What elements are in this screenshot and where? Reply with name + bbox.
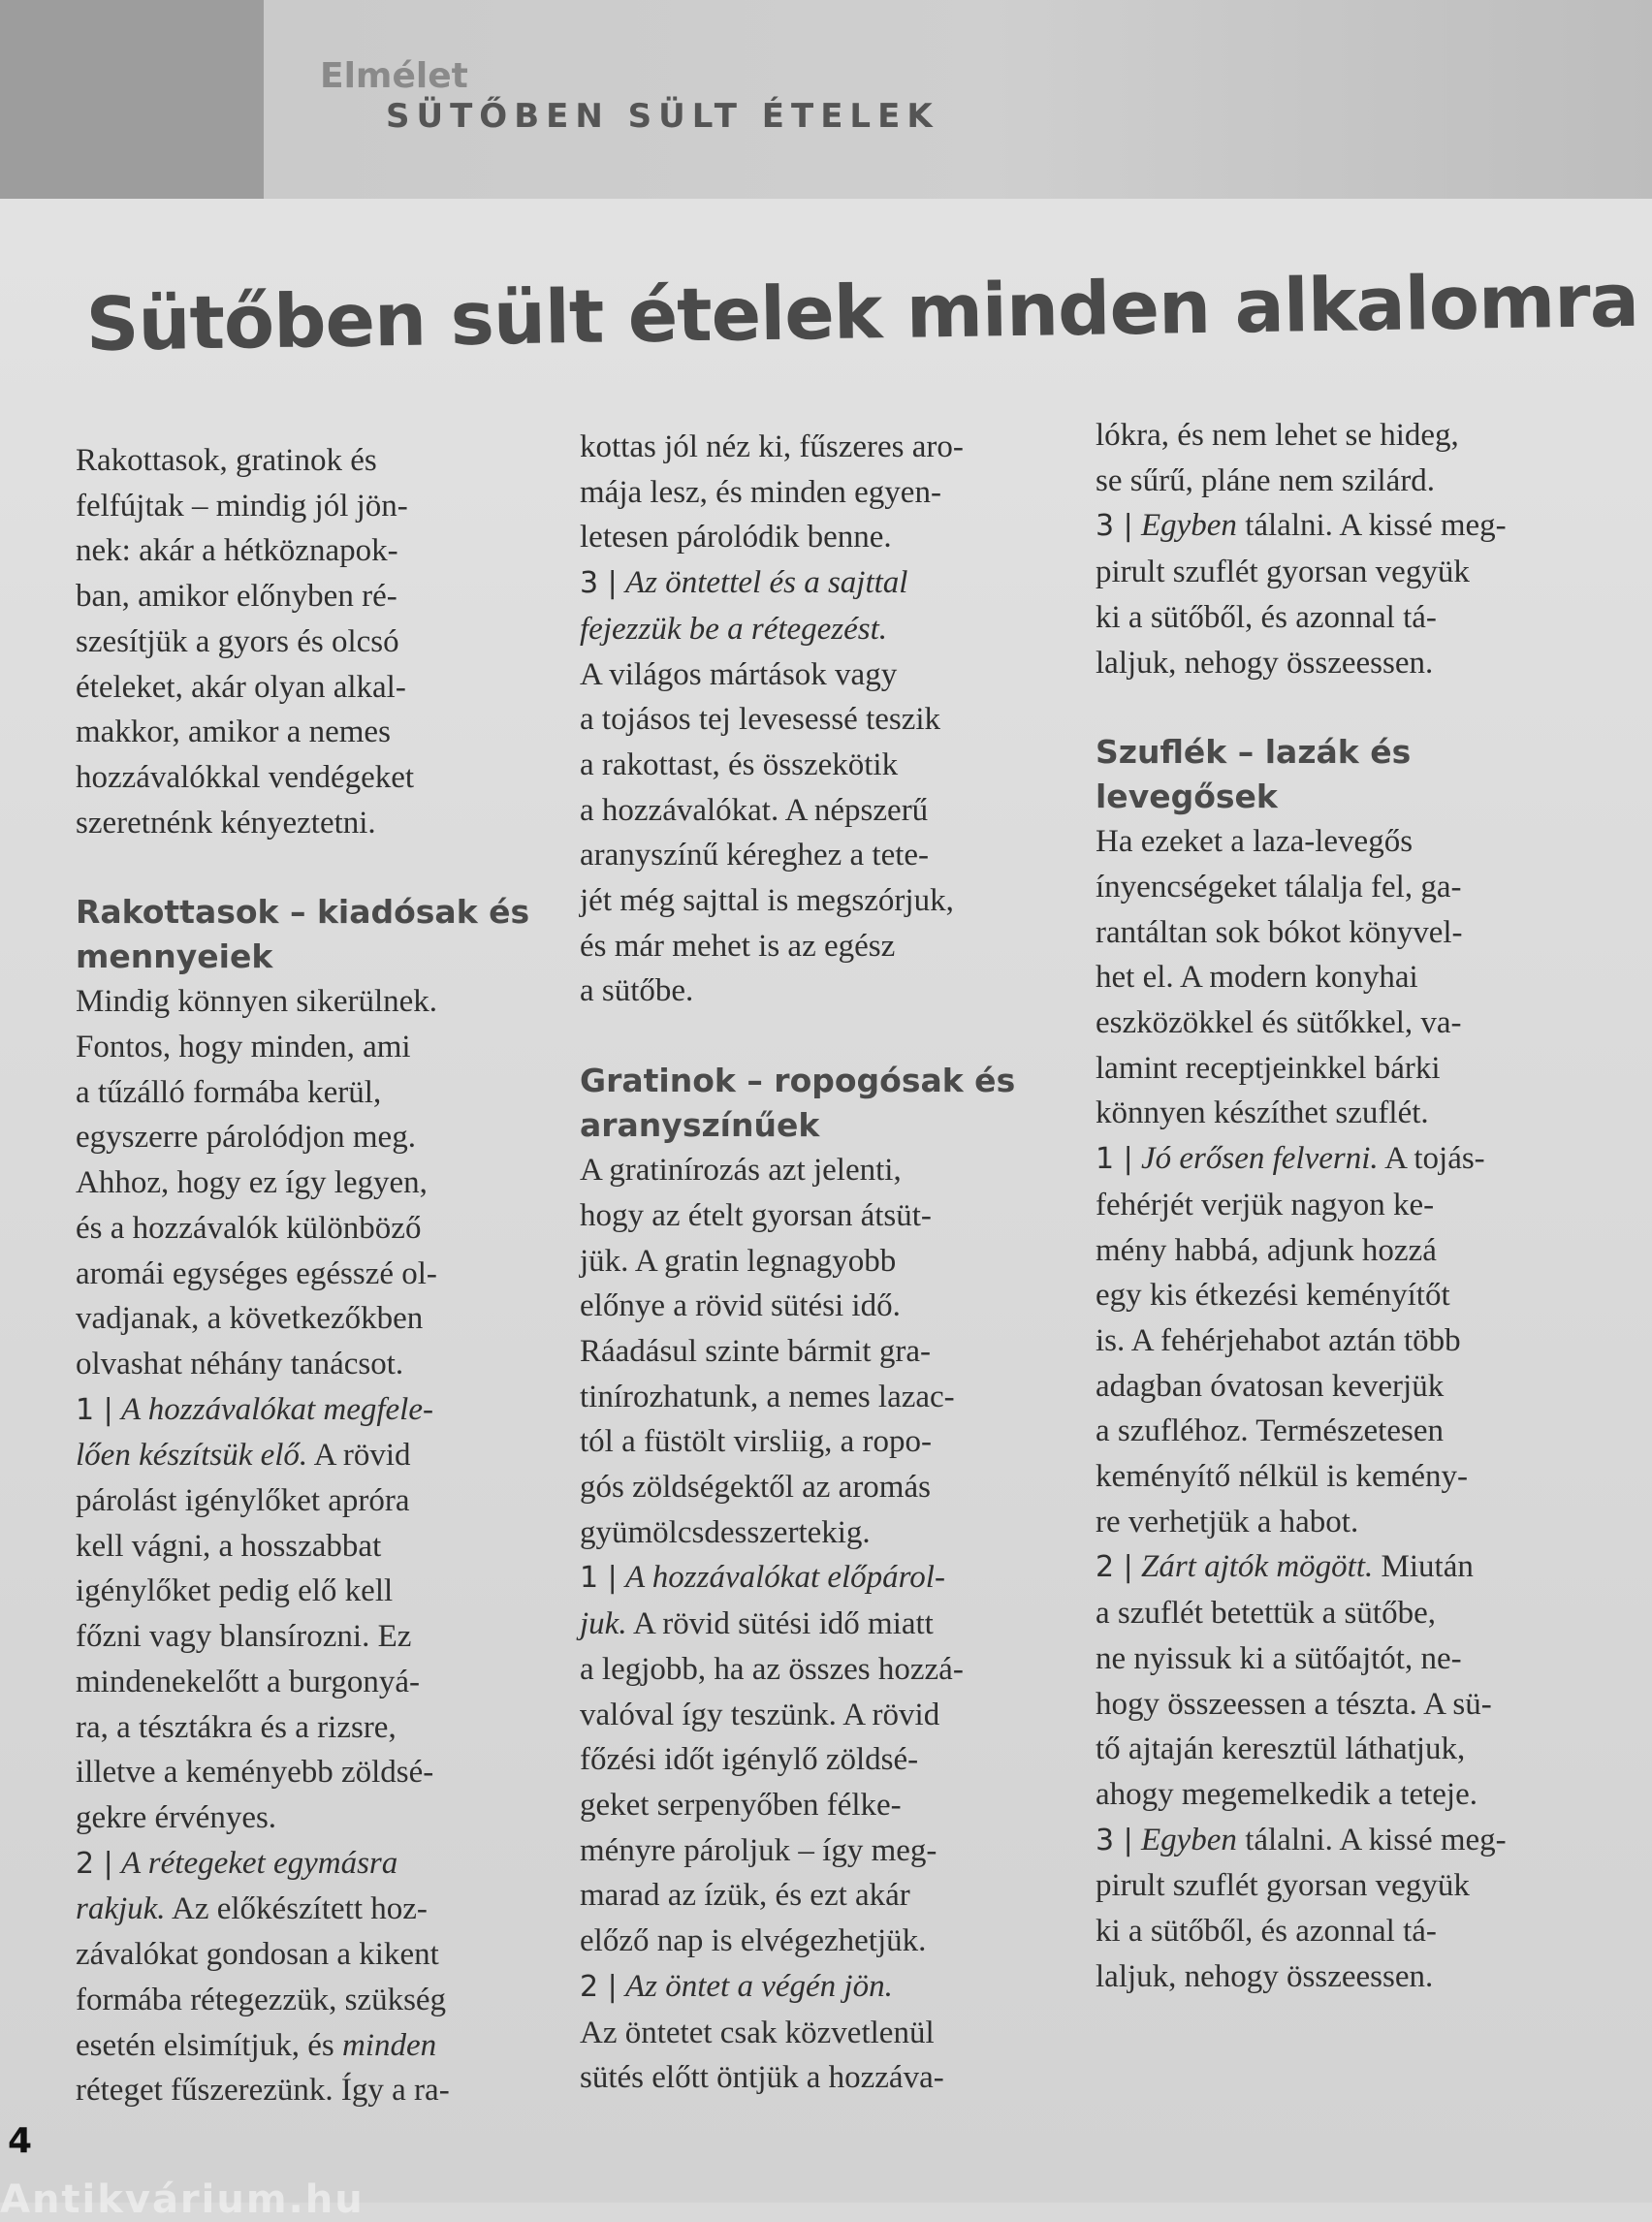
subheading-szuflek: Szuflék – lazák és levegősek [1096, 733, 1412, 816]
step-text: A tojás- fehérjét verjük nagyon ke- mény habbá, adjunk hozzá egy kis étkezési keményítőt is. A fehérjehabot aztán több adagban óvatosan keverjük a szufléhoz. Természetesen keményítő nélkül is kemény- re verhetjük a habot. [1096, 1141, 1485, 1540]
step-number: 2 | [76, 1846, 113, 1881]
step-3b [1096, 1818, 1551, 2000]
step-text: Miután a szuflét betettük a sütőbe, ne nyissuk ki a sütőajtót, ne- hogy összeessen a tészta. A sü- tő ajtaján keresztül láthatjuk, ahogy megemelkedik a teteje. [1096, 1549, 1492, 1812]
step-text: Az előkészített hoz- závalókat gondosan a kikent formába rétegezzük, szükség esetén elsimítjuk, és [76, 1891, 447, 2063]
step-2 [1096, 1544, 1551, 1817]
step-title: Jó erősen felverni. [1140, 1141, 1379, 1177]
step-number: 2 | [1096, 1550, 1133, 1585]
step-text: A rövid sütési idő miatt a legjobb, ha az összes hozzá- valóval így teszünk. A rövid főzési időt igénylő zöldsé- geket serpenyőben félke- ményre pároljuk – így meg- marad az ízük, és ezt akár előző nap is elvégezhetjük. [580, 1606, 964, 1959]
header-tab [0, 0, 264, 199]
step-text: Az öntetet csak közvetlenül sütés előtt öntjük a hozzáva- [580, 2015, 944, 2096]
step-title: A hozzávalókat előpárol- juk. [580, 1560, 945, 1642]
step-text: tálalni. A kissé meg- pirult szuflét gyorsan vegyük ki a sütőből, és azonnal tá- laljuk, nehogy összeessen. [1096, 508, 1507, 681]
step-number: 3 | [1096, 509, 1133, 544]
subheading-rakottasok: Rakottasok – kiadósak és mennyeiek [76, 893, 530, 976]
subheading-gratinok: Gratinok – ropogósak és aranyszínűek [580, 1062, 1016, 1145]
column-3 [1096, 413, 1551, 2000]
section-title: SÜTŐBEN SÜLT ÉTELEK [386, 97, 939, 136]
step-title: Egyben [1140, 1822, 1237, 1857]
step-3 [1096, 503, 1551, 685]
step-text: réteget fűszerezünk. Így a ra- [76, 2073, 450, 2109]
watermark: Antikvárium.hu [0, 2177, 365, 2222]
step-text: tálalni. A kissé meg- pirult szuflét gyorsan vegyük ki a sütőből, és azonnal tá- laljuk, nehogy összeessen. [1096, 1822, 1507, 1994]
step-number: 3 | [580, 566, 618, 601]
step-title: A hozzávalókat megfele- lően készítsük elő. [76, 1391, 433, 1474]
step-number: 3 | [1096, 1823, 1133, 1857]
step-number: 1 | [1096, 1142, 1133, 1177]
step-title: Az öntet a végén jön. [624, 1968, 893, 2004]
page-title: Sütőben sült ételek minden alkalomra [85, 256, 1639, 367]
column-2 [580, 425, 1035, 2101]
step-text: A rövid párolást igénylőket apróra kell vágni, a hosszabbat igénylőket pedig elő kell főzni vagy blansírozni. Ez mindenekelőtt a burgonyá- ra, a tésztákra és a rizsre, illetve a keményebb zöldsé- gekre érvényes. [76, 1438, 434, 1835]
section-label: Elmélet [320, 56, 468, 96]
column-1 [76, 438, 531, 2113]
emphasis-word: minden [341, 2027, 437, 2063]
step-2 [76, 1841, 531, 2113]
step-3 [580, 560, 1035, 1014]
step-number: 1 | [76, 1392, 113, 1427]
step-title: Zárt ajtók mögött. [1140, 1549, 1374, 1585]
step-number: 2 | [580, 1969, 618, 2004]
step-title: A rétegeket egymásra rakjuk. [76, 1845, 398, 1927]
step-2 [580, 1964, 1035, 2101]
step-text: A világos mártások vagy a tojásos tej levesessé teszik a rakottast, és összekötik a hozzávalókat. A népszerű aranyszínű kéreghez a tete- jét még sajttal is megszórjuk, és már mehet is az egész a sütőbe. [580, 656, 954, 1009]
step-1 [580, 1555, 1035, 1963]
continued-paragraph: kottas jól néz ki, fűszeres aro- mája lesz, és minden egyen- letesen párolódik benne. [580, 429, 964, 556]
body-paragraph: Ha ezeket a laza-levegős ínyencségeket tálalja fel, ga- rantáltan sok bókot könyvel- het el. A modern konyhai eszközökkel és sütőkkel, va- lamint receptjeinkkel bárki könnyen készíthet szuflét. [1096, 824, 1463, 1131]
body-paragraph: A gratinírozás azt jelenti, hogy az ételt gyorsan átsüt- jük. A gratin legnagyobb előnye a rövid sütési idő. Ráadásul szinte bármit gra- tinírozhatunk, a nemes lazac- tól a füstölt virsliig, a ropo- gós zöldségektől az aromás gyümölcsdesszertekig. [580, 1153, 955, 1550]
step-title: Egyben [1140, 508, 1237, 544]
step-number: 1 | [580, 1561, 618, 1596]
step-title: Az öntettel és a sajttal fejezzük be a rétegezést. [580, 565, 908, 647]
step-1 [76, 1387, 531, 1841]
intro-paragraph: Rakottasok, gratinok és felfújtak – mindig jól jön- nek: akár a hétköznapok- ban, amikor előnyben ré- szesítjük a gyors és olcsó ételeket, akár olyan alkal- makkor, amikor a nemes hozzávalókkal vendégeket szeretnénk kényeztetni. [76, 443, 415, 841]
body-paragraph: Mindig könnyen sikerülnek. Fontos, hogy minden, ami a tűzálló formába kerül, egyszerre párolódjon meg. Ahhoz, hogy ez így legyen, és a hozzávalók különböző aromái egységes egésszé ol- vadjanak, a következőkben olvashat néhány tanácsot. [76, 984, 438, 1381]
continued-paragraph: lókra, és nem lehet se hideg, se sűrű, pláne nem szilárd. [1096, 418, 1459, 498]
page-number: 4 [8, 2121, 33, 2161]
step-1 [1096, 1136, 1551, 1544]
